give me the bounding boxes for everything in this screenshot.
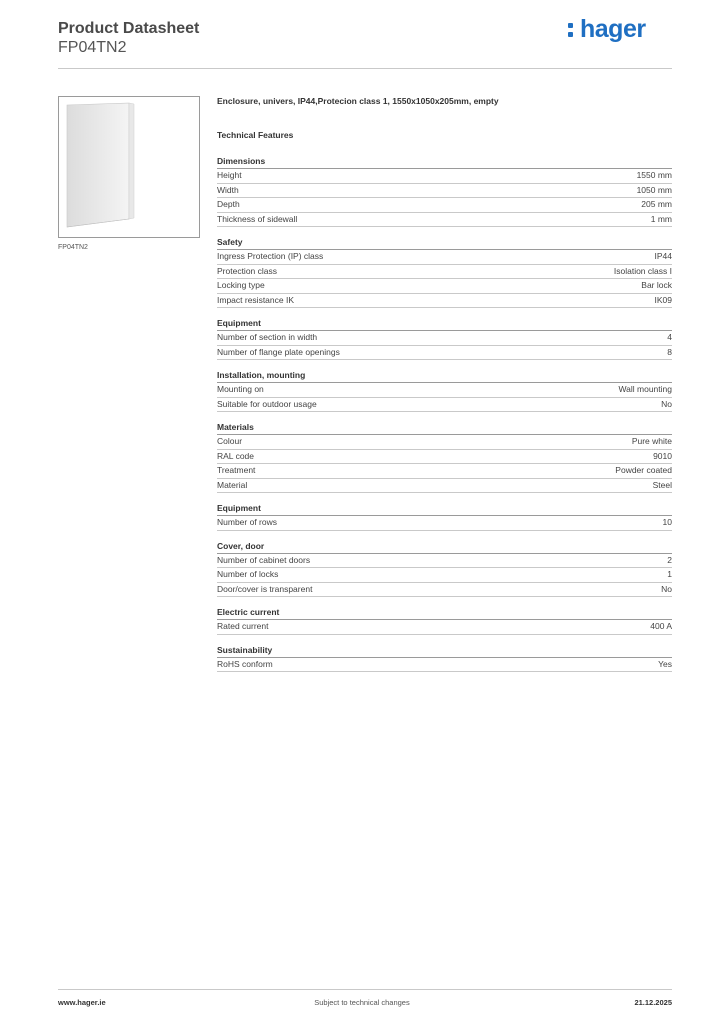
spec-row xyxy=(217,450,672,465)
spec-row xyxy=(217,184,672,199)
section-gap xyxy=(217,635,672,643)
spec-value: 1 mm xyxy=(650,213,672,224)
product-description: Enclosure, univers, IP44,Protecion class 1, 1550x1050x205mm, empty xyxy=(217,96,499,106)
spec-value: Pure white xyxy=(631,436,672,446)
section-title: Dimensions xyxy=(217,154,672,169)
spec-value: 400 A xyxy=(650,621,672,631)
hager-logo xyxy=(568,16,658,46)
spec-row xyxy=(217,265,672,280)
section-gap xyxy=(217,531,672,539)
section-gap xyxy=(217,360,672,368)
spec-value: IK09 xyxy=(654,294,672,305)
spec-label: Number of flange plate openings xyxy=(217,346,340,357)
spec-row xyxy=(217,346,672,361)
logo-dot-icon xyxy=(568,32,573,37)
spec-label: Locking type xyxy=(217,280,265,290)
spec-label: Height xyxy=(217,170,242,180)
spec-row xyxy=(217,568,672,583)
spec-value: Steel xyxy=(652,479,672,490)
spec-label: Colour xyxy=(217,436,243,446)
spec-row xyxy=(217,383,672,398)
spec-value: IP44 xyxy=(654,251,672,261)
spec-label: Number of locks xyxy=(217,569,279,579)
footer-note: Subject to technical changes xyxy=(314,998,410,1007)
section-title: Installation, mounting xyxy=(217,368,672,383)
spec-value: 4 xyxy=(667,332,672,342)
spec-value: 9010 xyxy=(653,450,672,461)
section-gap xyxy=(217,227,672,235)
spec-value: No xyxy=(661,583,672,594)
spec-row xyxy=(217,435,672,450)
spec-label: Material xyxy=(217,479,248,490)
enclosure-cabinet-icon xyxy=(63,101,135,229)
spec-value: Isolation class I xyxy=(613,265,672,276)
spec-label: Thickness of sidewall xyxy=(217,213,298,224)
section-title: Cover, door xyxy=(217,539,672,554)
spec-value: Bar lock xyxy=(641,280,672,290)
spec-table xyxy=(217,154,672,672)
footer-divider xyxy=(58,989,672,990)
footer-website[interactable]: www.hager.ie xyxy=(58,998,106,1007)
spec-value: 1550 mm xyxy=(636,170,672,180)
footer-date: 21.12.2025 xyxy=(634,998,672,1007)
section-gap xyxy=(217,308,672,316)
section-title: Safety xyxy=(217,235,672,250)
spec-label: Suitable for outdoor usage xyxy=(217,398,317,409)
spec-value: Powder coated xyxy=(615,465,672,475)
spec-value: 1 xyxy=(667,569,672,579)
spec-label: Rated current xyxy=(217,621,269,631)
spec-row xyxy=(217,464,672,479)
spec-row xyxy=(217,279,672,294)
spec-label: RoHS conform xyxy=(217,658,273,669)
technical-features-heading: Technical Features xyxy=(217,130,294,140)
spec-row xyxy=(217,479,672,494)
spec-value: No xyxy=(661,398,672,409)
header-divider xyxy=(58,68,672,69)
spec-value: 10 xyxy=(662,517,672,527)
spec-label: Mounting on xyxy=(217,384,264,394)
spec-label: Width xyxy=(217,184,239,195)
spec-label: Impact resistance IK xyxy=(217,294,295,305)
product-image xyxy=(58,96,200,238)
spec-label: Number of rows xyxy=(217,517,277,527)
spec-label: Door/cover is transparent xyxy=(217,583,313,594)
image-caption: FP04TN2 xyxy=(58,244,88,251)
spec-row xyxy=(217,250,672,265)
logo-dot-icon xyxy=(568,23,573,28)
spec-value: 205 mm xyxy=(641,199,672,209)
spec-label: Number of section in width xyxy=(217,332,318,342)
spec-label: Treatment xyxy=(217,465,256,475)
section-title: Sustainability xyxy=(217,643,672,658)
spec-row xyxy=(217,331,672,346)
spec-row xyxy=(217,169,672,184)
product-code: FP04TN2 xyxy=(58,39,127,56)
spec-row xyxy=(217,213,672,228)
spec-value: Yes xyxy=(658,658,672,669)
spec-row xyxy=(217,658,672,673)
section-title: Materials xyxy=(217,420,672,435)
spec-label: Protection class xyxy=(217,265,277,276)
spec-label: Depth xyxy=(217,199,240,209)
spec-value: 8 xyxy=(667,346,672,357)
logo-text: hager xyxy=(580,15,646,43)
page-title: Product Datasheet xyxy=(58,20,200,37)
section-title: Equipment xyxy=(217,316,672,331)
spec-row xyxy=(217,516,672,531)
section-title: Electric current xyxy=(217,605,672,620)
spec-label: Ingress Protection (IP) class xyxy=(217,251,324,261)
spec-row xyxy=(217,198,672,213)
spec-row xyxy=(217,554,672,569)
section-gap xyxy=(217,597,672,605)
spec-row xyxy=(217,398,672,413)
spec-value: 2 xyxy=(667,554,672,565)
spec-label: RAL code xyxy=(217,450,255,461)
section-title: Equipment xyxy=(217,501,672,516)
spec-row xyxy=(217,620,672,635)
section-gap xyxy=(217,412,672,420)
section-gap xyxy=(217,493,672,501)
spec-value: Wall mounting xyxy=(618,384,672,394)
spec-row xyxy=(217,583,672,598)
spec-value: 1050 mm xyxy=(636,184,672,195)
spec-row xyxy=(217,294,672,309)
spec-label: Number of cabinet doors xyxy=(217,554,311,565)
